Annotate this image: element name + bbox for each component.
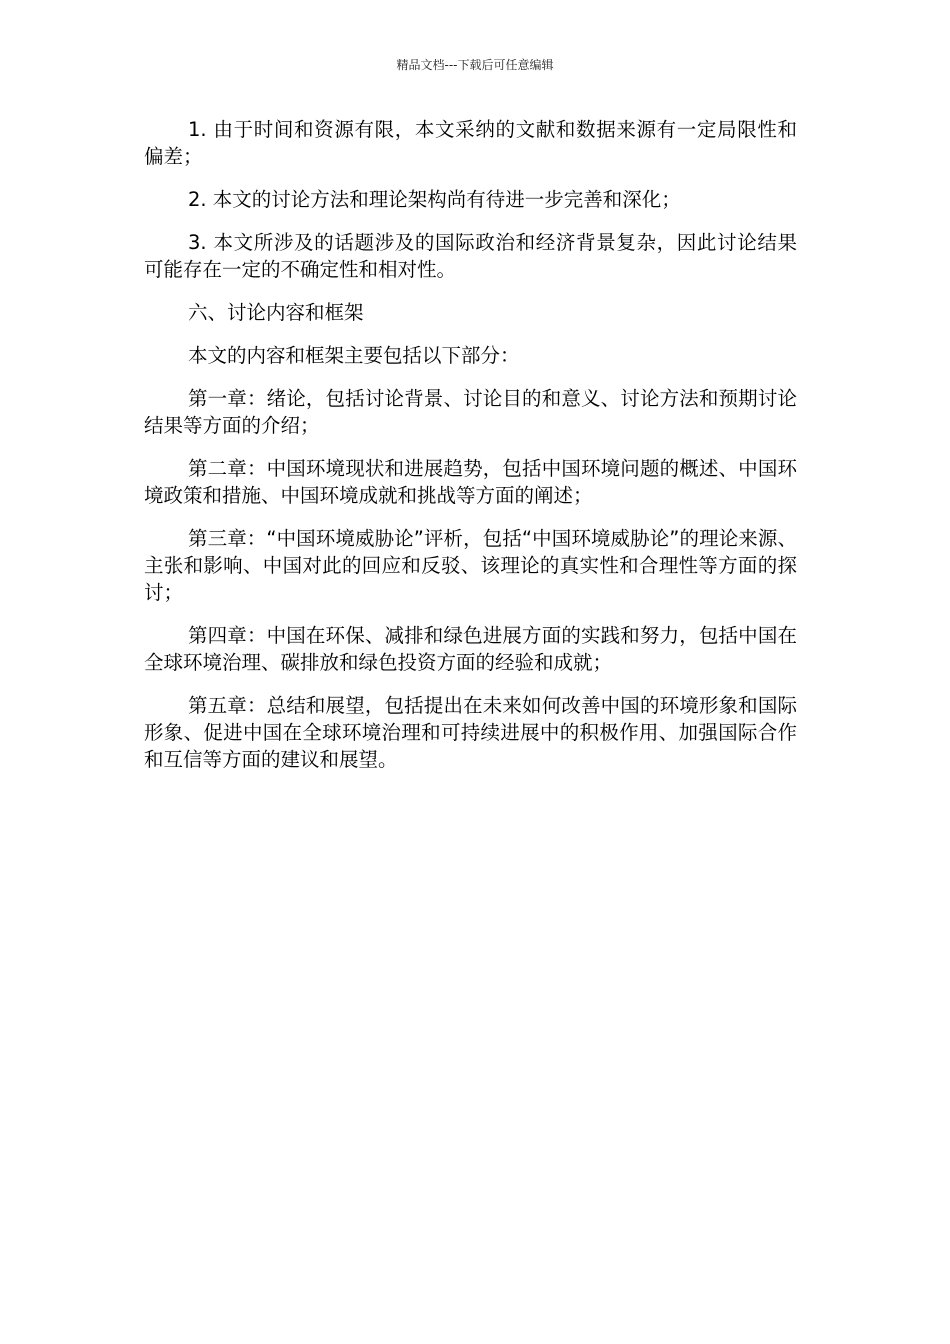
- document-body: [144, 116, 797, 789]
- chapter-5: 第五章：总结和展望，包括提出在未来如何改善中国的环境形象和国际形象、促进中国在全球环境治理和可持续进展中的积极作用、加强国际合作和互信等方面的建议和展望。: [144, 694, 797, 771]
- limitation-item-2: 2. 本文的讨论方法和理论架构尚有待进一步完善和深化；: [188, 188, 681, 211]
- section-heading: 六、讨论内容和框架: [188, 301, 364, 324]
- limitation-item-1: 1. 由于时间和资源有限，本文采纳的文献和数据来源有一定局限性和偏差；: [144, 118, 797, 168]
- chapter-3: 第三章：“中国环境威胁论”评析，包括“中国环境威胁论”的理论来源、主张和影响、中国对此的回应和反驳、该理论的真实性和合理性等方面的探讨；: [144, 527, 797, 604]
- limitation-item-3: 3. 本文所涉及的话题涉及的国际政治和经济背景复杂，因此讨论结果可能存在一定的不确定性和相对性。: [144, 231, 797, 281]
- chapter-2: 第二章：中国环境现状和进展趋势，包括中国环境问题的概述、中国环境政策和措施、中国环境成就和挑战等方面的阐述；: [144, 457, 797, 507]
- chapter-4: 第四章：中国在环保、减排和绿色进展方面的实践和努力，包括中国在全球环境治理、碳排放和绿色投资方面的经验和成就；: [144, 624, 797, 674]
- page-header: 精品文档---下载后可任意编辑: [396, 58, 554, 72]
- framework-intro: 本文的内容和框架主要包括以下部分：: [188, 344, 520, 367]
- chapter-1: 第一章：绪论，包括讨论背景、讨论目的和意义、讨论方法和预期讨论结果等方面的介绍；: [144, 387, 797, 437]
